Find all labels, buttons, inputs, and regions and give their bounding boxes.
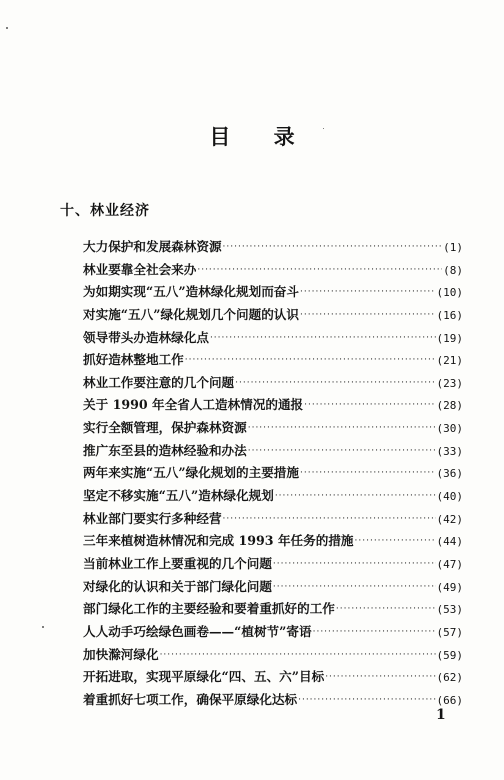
toc-entry-title: 着重抓好七项工作，确保平原绿化达标 [83,691,298,707]
dot-leader [248,440,436,463]
toc-entry-title: 对绿化的认识和关于部门绿化问题 [83,578,272,594]
toc-entry-page: (30) [436,422,463,436]
toc-entry [83,236,463,259]
page-number: 1 [436,707,446,723]
toc-entry [83,485,463,508]
toc-entry-page: (57) [436,625,463,639]
toc-entry-title: 林业要靠全社会来办 [83,261,197,277]
dot-leader [223,508,436,531]
section-heading: 十、林业经济 [60,203,150,219]
toc-entry-title: 开拓进取，实现平原绿化“四、五、六”目标 [83,669,325,685]
dot-leader [300,304,436,327]
toc-entry-title: 为如期实现“五八”造林绿化规划而奋斗 [83,284,299,300]
toc-entry [83,553,463,576]
scan-speck [42,626,44,628]
toc-entry-page: (59) [436,648,463,662]
toc-entry-title: 三年来植树造林情况和完成 1993 年任务的措施 [83,533,354,549]
dot-leader [223,236,443,259]
toc-entry [83,327,463,350]
dot-leader [275,485,436,508]
toc-entry-page: (21) [436,354,463,368]
toc-entry [83,394,463,417]
toc-entry-title: 抓好造林整地工作 [83,352,184,368]
toc-entry-title: 坚定不移实施“五八”造林绿化规划 [83,488,274,504]
toc-entry-title: 加快滁河绿化 [83,646,159,662]
toc-entry [83,666,463,689]
toc-entry [83,304,463,327]
toc-entry [83,621,463,644]
toc-entry [83,462,463,485]
toc-entry [83,259,463,282]
dot-leader [235,372,435,395]
toc-entry-page: (16) [436,308,463,322]
dot-leader [273,576,436,599]
toc-entry-page: (44) [436,535,463,549]
toc-entry [83,372,463,395]
dot-leader [304,394,435,417]
toc-entry-title: 对实施“五八”绿化规划几个问题的认识 [83,306,299,322]
toc-entry-page: (42) [436,512,463,526]
toc-entry-title: 实行全额管理，保护森林资源 [83,420,247,436]
toc-entry [83,349,463,372]
table-of-contents [83,236,463,711]
toc-entry [83,417,463,440]
toc-entry [83,689,463,712]
toc-entry-page: (49) [436,580,463,594]
toc-entry [83,508,463,531]
toc-entry [83,281,463,304]
toc-entry-title: 大力保护和发展森林资源 [83,239,222,254]
toc-entry-page: (8) [443,263,463,277]
toc-entry [83,530,463,553]
toc-entry-page: (36) [436,467,463,481]
toc-entry-page: (53) [436,603,463,617]
toc-entry-title: 两年来实施“五八”绿化规划的主要措施 [83,465,299,481]
toc-entry-page: (23) [436,376,463,390]
scan-speck [323,128,324,129]
toc-entry-page: (66) [436,693,463,707]
dot-leader [300,281,436,304]
toc-entry-page: (10) [436,286,463,300]
dot-leader [210,327,436,350]
toc-entry-title: 人人动手巧绘绿色画卷——“植树节”寄语 [83,623,312,639]
dot-leader [336,598,436,621]
toc-entry [83,644,463,667]
dot-leader [248,417,436,440]
toc-entry-page: (40) [436,490,463,504]
toc-entry [83,440,463,463]
dot-leader [273,553,436,576]
toc-entry-page: (33) [436,444,463,458]
dot-leader [185,349,436,372]
scan-speck [6,27,8,29]
toc-entry-page: (47) [436,557,463,571]
page-title: 目 录 [209,124,313,149]
toc-entry-page: (1) [443,241,463,254]
toc-entry-page: (28) [436,399,463,413]
toc-entry [83,576,463,599]
dot-leader [298,689,435,712]
dot-leader [325,666,435,689]
toc-entry-page: (62) [436,671,463,685]
toc-entry-title: 当前林业工作上要重视的几个问题 [83,555,272,571]
toc-entry-title: 部门绿化工作的主要经验和要着重抓好的工作 [83,601,335,617]
toc-entry-title: 推广东至县的造林经验和办法 [83,442,247,458]
dot-leader [300,462,436,485]
dot-leader [197,259,442,282]
toc-entry-title: 关于 1990 年全省人工造林情况的通报 [83,397,304,413]
toc-entry-title: 林业部门要实行多种经营 [83,510,222,526]
toc-entry [83,598,463,621]
dot-leader [355,530,436,553]
toc-entry-title: 领导带头办造林绿化点 [83,329,209,345]
dot-leader [160,644,436,667]
toc-entry-page: (19) [436,331,463,345]
dot-leader [313,621,436,644]
toc-entry-title: 林业工作要注意的几个问题 [83,374,235,390]
